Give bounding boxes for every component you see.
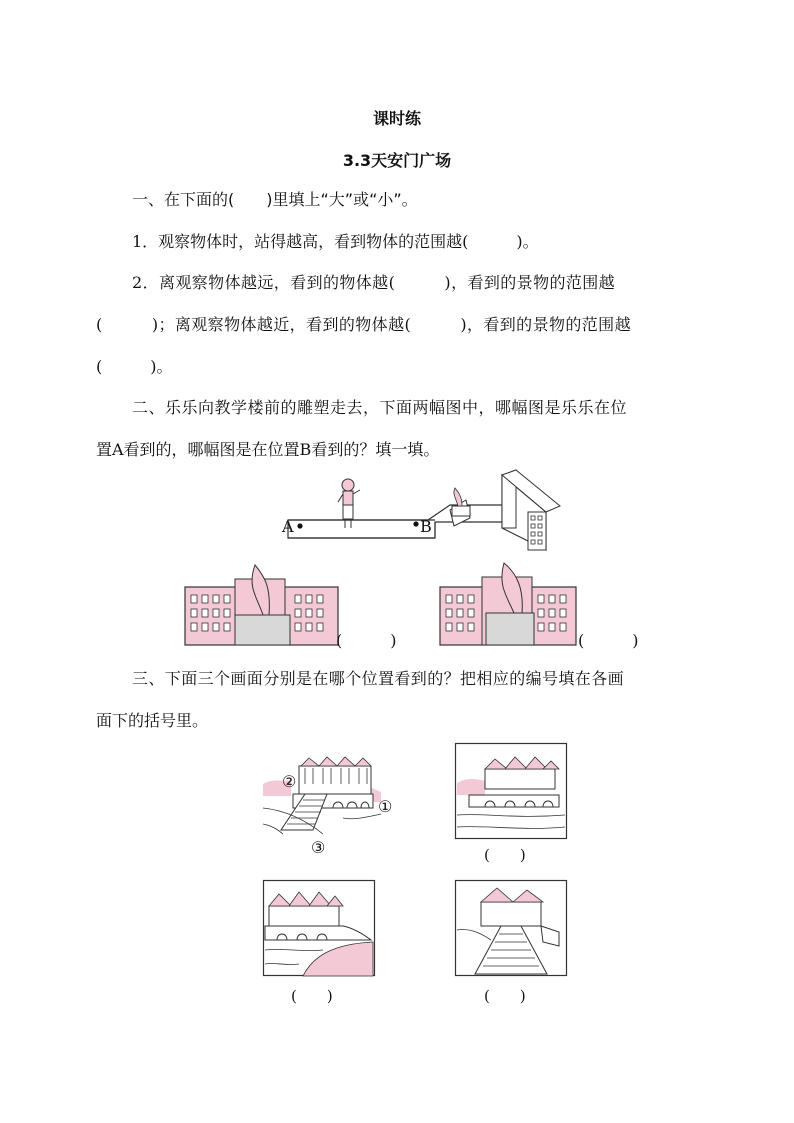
position-marker-3: ③ (311, 838, 326, 857)
question-2-line3: ( )。 (96, 357, 173, 376)
lesson-title: 3.3天安门广场 (342, 151, 452, 170)
position-label-b: B (420, 517, 432, 536)
question-1: 1．观察物体时，站得越高，看到物体的范围越( )。 (132, 232, 539, 251)
bridge-view-corner-illustration (263, 880, 375, 976)
bridge-view-side-illustration (455, 743, 567, 839)
section3-heading-line2: 面下的括号里。 (96, 711, 209, 730)
question-2-line2: ( )；离观察物体越近，看到的物体越( )，看到的景物的范围越 (96, 315, 631, 334)
position-marker-2: ② (282, 772, 297, 791)
walkway-scene-illustration (270, 470, 794, 570)
view-from-far-illustration (185, 557, 340, 647)
section2-heading-line2: 置A看到的，哪幅图是在位置B看到的？填一填。 (96, 440, 440, 459)
bridge-scene-illustration (263, 748, 383, 838)
answer-blank-view-2[interactable]: ( ) (291, 987, 333, 1005)
page-title: 课时练 (372, 109, 421, 128)
section1-heading: 一、在下面的( )里填上“大”或“小”。 (132, 190, 418, 209)
section2-heading-line1: 二、乐乐向教学楼前的雕塑走去，下面两幅图中，哪幅图是乐乐在位 (132, 398, 628, 417)
answer-blank-view-3[interactable]: ( ) (484, 987, 526, 1005)
bridge-view-front-illustration (455, 880, 567, 976)
view-from-near-illustration (440, 557, 580, 647)
position-label-a: A (282, 517, 294, 536)
question-2-line1: 2．离观察物体越远，看到的物体越( )，看到的景物的范围越 (132, 273, 616, 292)
section3-heading-line1: 三、下面三个画面分别是在哪个位置看到的？把相应的编号填在各画 (132, 669, 625, 688)
answer-blank-left[interactable]: ( ) (336, 631, 397, 650)
answer-blank-view-1[interactable]: ( ) (484, 846, 526, 864)
position-marker-1: ① (378, 797, 393, 816)
answer-blank-right[interactable]: ( ) (578, 631, 639, 650)
